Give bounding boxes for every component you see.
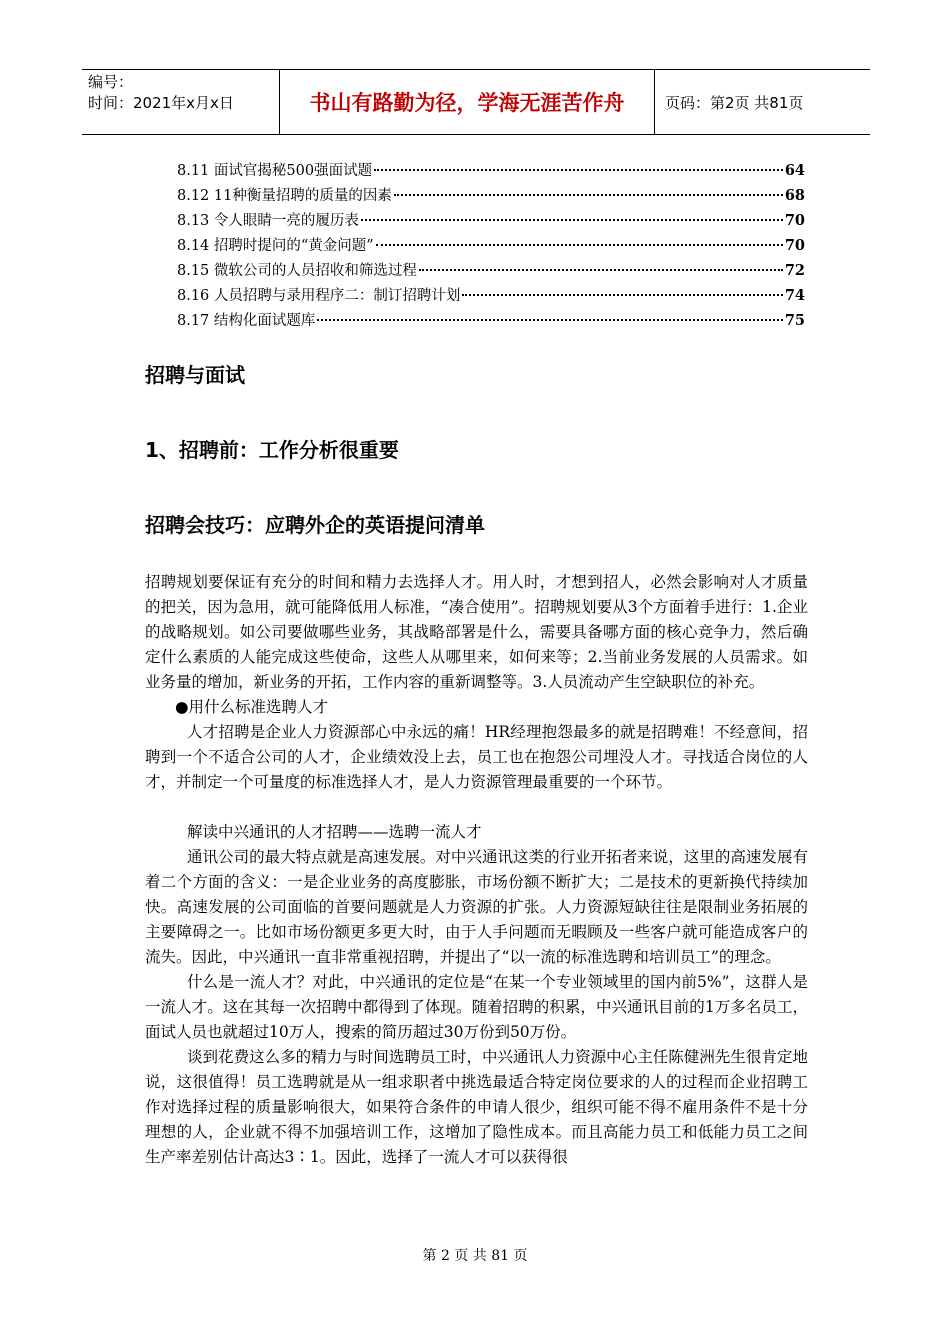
table-of-contents bbox=[177, 159, 805, 334]
toc-entry-page: 70 bbox=[784, 237, 805, 254]
toc-entry-title: 8.16 人员招聘与录用程序二：制订招聘计划 bbox=[177, 288, 461, 304]
toc-leader bbox=[374, 169, 783, 171]
toc-entry-page: 64 bbox=[784, 162, 805, 179]
time-label: 时间：2021年x月x日 bbox=[88, 94, 234, 112]
section-heading: 招聘与面试 bbox=[145, 363, 245, 387]
number-label: 编号： bbox=[88, 73, 134, 91]
bullet-heading: ●用什么标准选聘人才 bbox=[175, 698, 329, 716]
toc-entry[interactable] bbox=[177, 184, 805, 209]
toc-entry[interactable] bbox=[177, 209, 805, 234]
paragraph: 招聘规划要保证有充分的时间和精力去选择人才。用人时，才想到招人，必然会影响对人才质量的把关，因为急用，就可能降低用人标准，“凑合使用”。招聘规划要从3个方面着手进行：1.企业的战略规划。如公司要做哪些业务，其战略部署是什么，需要具备哪方面的核心竞争力，然后确定什么素质的人能完成这些使命，这些人从哪里来，如何来等；2.当前业务发展的人员需求。如业务量的增加，新业务的开拓，工作内容的重新调整等。3.人员流动产生空缺职位的补充。 bbox=[145, 573, 808, 691]
paragraph: 通讯公司的最大特点就是高速发展。对中兴通讯这类的行业开拓者来说，这里的高速发展有着二个方面的含义：一是企业业务的高度膨胀，市场份额不断扩大；二是技术的更新换代持续加快。高速发展的公司面临的首要问题就是人力资源的扩张。人力资源短缺往往是限制业务拓展的主要障碍之一。比如市场份额更多更大时，由于人手问题而无暇顾及一些客户就可能造成客户的流失。因此，中兴通讯一直非常重视招聘，并提出了“以一流的标准选聘和培训员工”的理念。 bbox=[145, 848, 808, 966]
toc-entry-page: 68 bbox=[784, 187, 805, 204]
toc-entry-page: 75 bbox=[784, 312, 805, 329]
header-page-info: 页码：第2页 共81页 bbox=[665, 93, 804, 112]
toc-leader bbox=[394, 194, 783, 196]
toc-leader bbox=[376, 244, 783, 246]
toc-leader bbox=[361, 219, 783, 221]
subtitle: 解读中兴通讯的人才招聘——选聘一流人才 bbox=[187, 823, 482, 841]
toc-leader bbox=[317, 319, 782, 321]
toc-entry-page: 70 bbox=[784, 212, 805, 229]
body-text bbox=[145, 570, 808, 1170]
toc-entry[interactable] bbox=[177, 234, 805, 259]
paragraph: 什么是一流人才？对此，中兴通讯的定位是“在某一个专业领域里的国内前5%”，这群人是一流人才。这在其每一次招聘中都得到了体现。随着招聘的积累，中兴通讯目前的1万多名员工，面试人员也就超过10万人，搜索的简历超过30万份到50万份。 bbox=[145, 973, 808, 1041]
paragraph: 人才招聘是企业人力资源部心中永远的痛！HR经理抱怨最多的就是招聘难！不经意间，招聘到一个不适合公司的人才，企业绩效没上去，员工也在抱怨公司埋没人才。寻找适合岗位的人才，并制定一个可量度的标准选择人才，是人力资源管理最重要的一个环节。 bbox=[145, 723, 808, 791]
toc-entry-page: 74 bbox=[784, 287, 805, 304]
toc-entry-title: 8.17 结构化面试题库 bbox=[177, 313, 316, 329]
toc-leader bbox=[419, 269, 783, 271]
toc-entry-title: 8.14 招聘时提问的“黄金问题” bbox=[177, 238, 374, 254]
toc-entry-title: 8.12 11种衡量招聘的质量的因素 bbox=[177, 188, 392, 204]
toc-entry[interactable] bbox=[177, 284, 805, 309]
toc-entry-title: 8.13 令人眼睛一亮的履历表 bbox=[177, 213, 359, 229]
header-meta bbox=[82, 70, 280, 134]
toc-entry[interactable] bbox=[177, 309, 805, 334]
header-motto: 书山有路勤为径，学海无涯苦作舟 bbox=[280, 70, 655, 134]
toc-entry-page: 72 bbox=[784, 262, 805, 279]
toc-entry-title: 8.11 面试官揭秘500强面试题 bbox=[177, 163, 373, 179]
toc-entry-title: 8.15 微软公司的人员招收和筛选过程 bbox=[177, 263, 417, 279]
toc-entry[interactable] bbox=[177, 259, 805, 284]
toc-entry[interactable] bbox=[177, 159, 805, 184]
page-header bbox=[82, 69, 870, 135]
section-heading: 招聘会技巧：应聘外企的英语提问清单 bbox=[145, 513, 485, 537]
page-footer: 第 2 页 共 81 页 bbox=[422, 1248, 528, 1264]
paragraph: 谈到花费这么多的精力与时间选聘员工时，中兴通讯人力资源中心主任陈健洲先生很肯定地说，这很值得！员工选聘就是从一组求职者中挑选最适合特定岗位要求的人的过程而企业招聘工作对选择过程的质量影响很大，如果符合条件的申请人很少，组织可能不得不雇用条件不是十分理想的人，企业就不得不加强培训工作，这增加了隐性成本。而且高能力员工和低能力员工之间生产率差别估计高达3∶1。因此，选择了一流人才可以获得很 bbox=[145, 1048, 808, 1166]
section-heading: 1、招聘前：工作分析很重要 bbox=[145, 438, 399, 462]
toc-leader bbox=[462, 294, 782, 296]
